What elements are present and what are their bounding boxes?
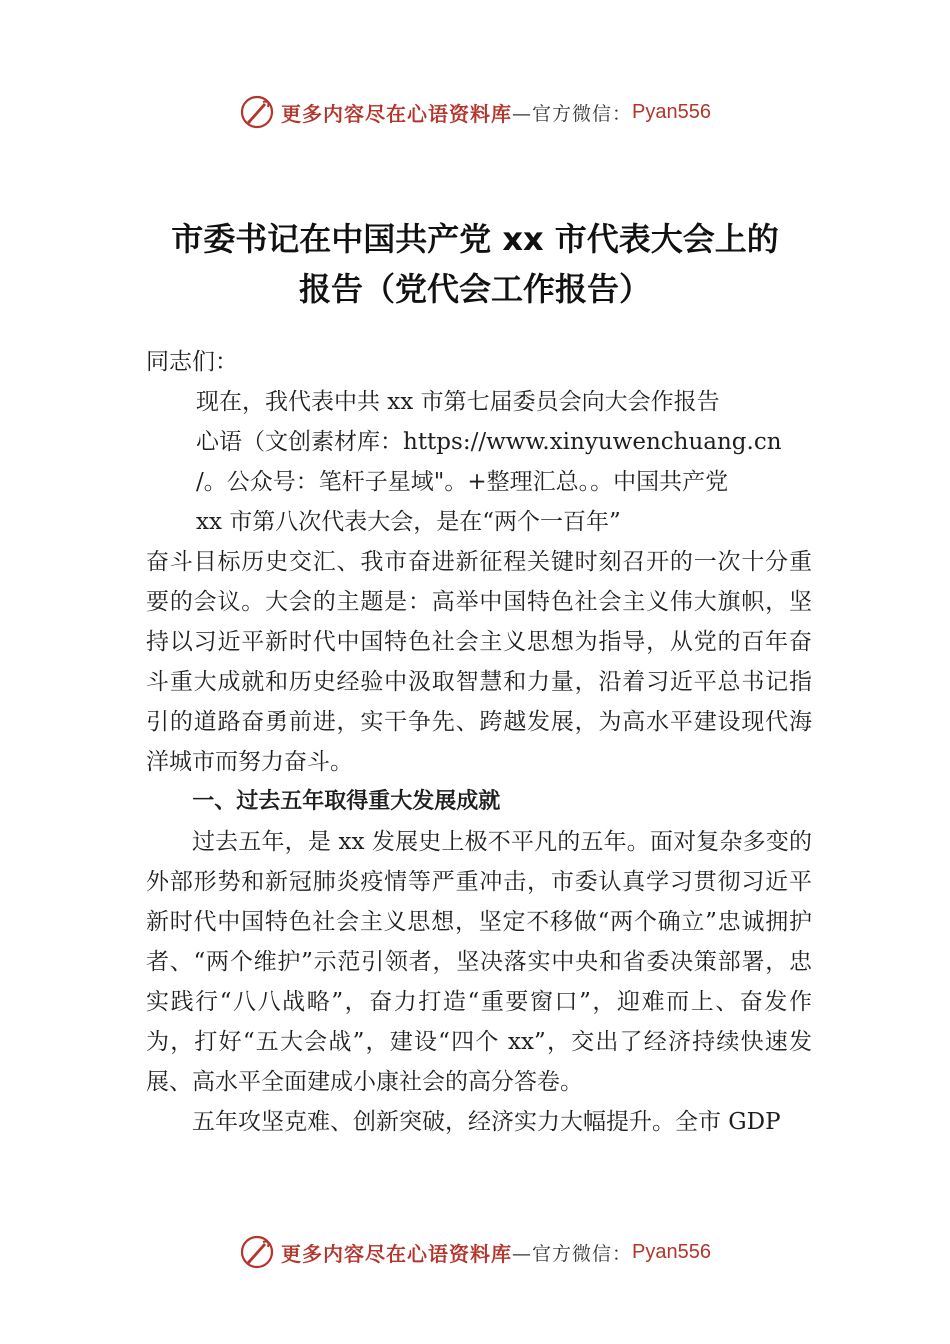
salutation: 同志们： [146,349,238,375]
watermark-wechat-id: Pyan556 [632,100,711,123]
title-line-1: 市委书记在中国共产党 xx 市代表大会上的 [171,220,779,258]
watermark-brand-text: 更多内容尽在心语资料库 [281,101,512,126]
title-line-2: 报告（党代会工作报告） [298,270,651,308]
document-title [100,214,850,314]
intro-line-3: /。公众号：笔杆子星域"。+整理汇总。。中国共产党 [196,469,729,495]
quill-pen-seal-icon [239,94,275,130]
quill-pen-seal-icon [239,1234,275,1270]
intro-line-4: xx 市第八次代表大会，是在“两个一百年” [196,509,621,535]
document-body [146,342,812,1142]
intro-block [146,382,812,542]
section1-paragraph-2: 五年攻坚克难、创新突破，经济实力大幅提升。全市 GDP [192,1109,781,1135]
footer-watermark [0,1232,950,1272]
watermark-wechat-label: —官方微信： [512,102,633,125]
intro-line-1: 现在，我代表中共 xx 市第七届委员会向大会作报告 [196,389,720,415]
watermark-wechat-label: —官方微信： [512,1242,633,1265]
section1-paragraph-1: 过去五年，是 xx 发展史上极不平凡的五年。面对复杂多变的外部形势和新冠肺炎疫情等严重冲击，市委认真学习贯彻习近平新时代中国特色社会主义思想，坚定不移做“两个确立”忠诚拥护者、“两个维护”示范引领者，坚决落实中央和省委决策部署，忠实践行“八八战略”，奋力打造“重要窗口”，迎难而上、奋发作为，打好“五大会战”，建设“四个 xx”，交出了经济持续快速发展、高水平全面建成小康社会的高分答卷。 [146,829,812,1095]
watermark-wechat-id: Pyan556 [632,1240,711,1263]
section-heading-1: 一、过去五年取得重大发展成就 [192,789,501,814]
header-watermark [0,92,950,132]
watermark-brand-text: 更多内容尽在心语资料库 [281,1241,512,1266]
intro-line-2: 心语（文创素材库：https://www.xinyuwenchuang.cn [196,429,782,455]
intro-paragraph: 奋斗目标历史交汇、我市奋进新征程关键时刻召开的一次十分重要的会议。大会的主题是：高举中国特色社会主义伟大旗帜，坚持以习近平新时代中国特色社会主义思想为指导，从党的百年奋斗重大成就和历史经验中汲取智慧和力量，沿着习近平总书记指引的道路奋勇前进，实干争先、跨越发展，为高水平建设现代海洋城市而努力奋斗。 [146,549,812,775]
